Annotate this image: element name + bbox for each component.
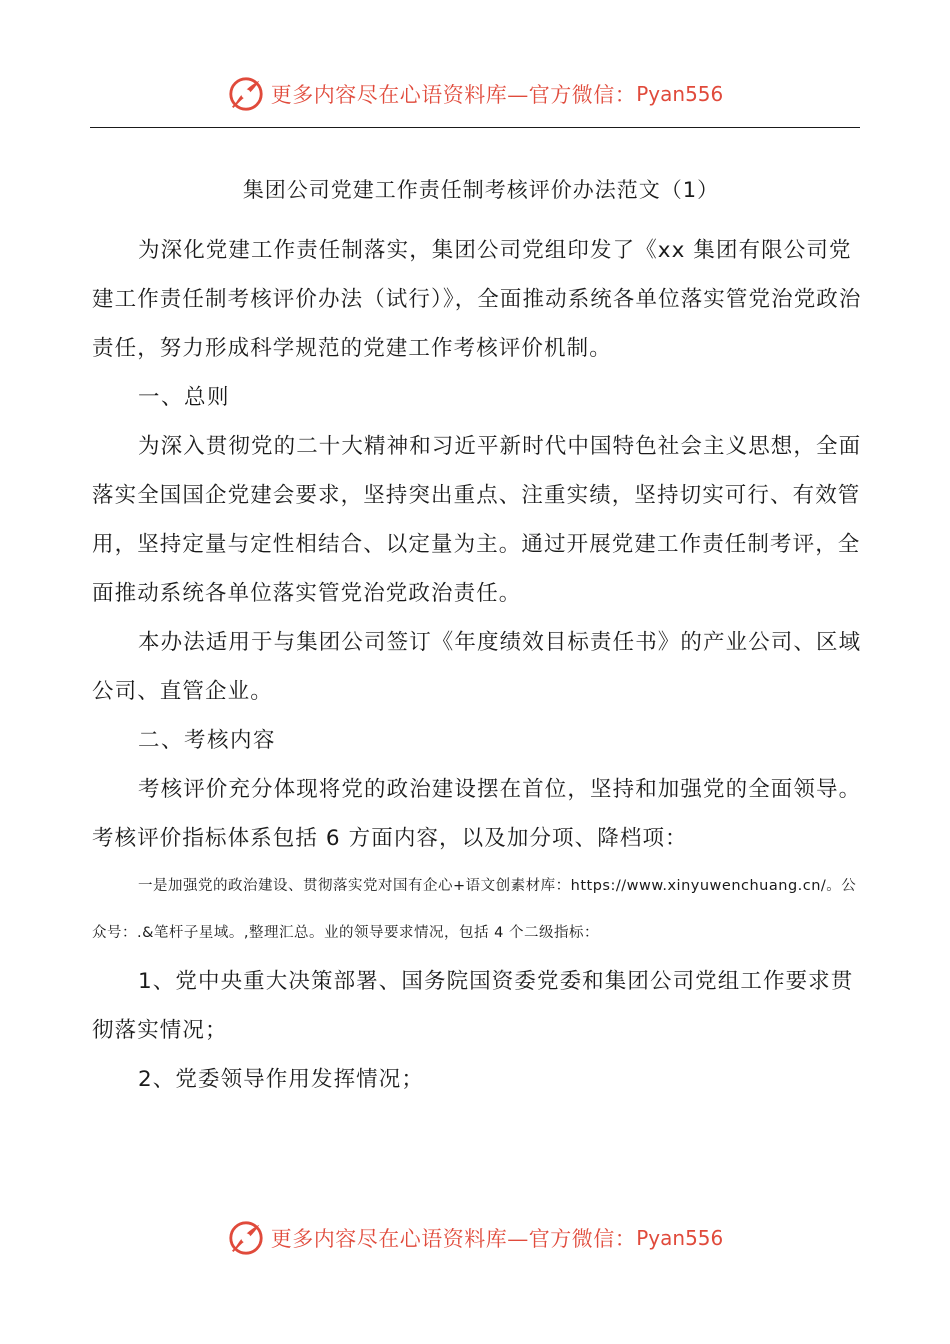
small-note-paragraph: 一是加强党的政治建设、贯彻落实党对国有企心+语文创素材库：https://www.xinyuwenchuang.cn/。公众号：.&笔杆子星域。,整理汇总。业的领导要求情况，包括 4 个二级指标：: [92, 878, 857, 941]
document-body: [92, 176, 870, 1104]
footer-brand-text: 更多内容尽在心语资料库: [270, 1227, 508, 1251]
section-2-paragraph-1: 考核评价充分体现将党的政治建设摆在首位，坚持和加强党的全面领导。考核评价指标体系包括 6 方面内容，以及加分项、降档项：: [92, 777, 862, 851]
section-1-paragraph-2: 本办法适用于与集团公司签订《年度绩效目标责任书》的产业公司、区域公司、直管企业。: [92, 630, 862, 704]
list-item-2: 2、党委领导作用发挥情况；: [138, 1067, 424, 1092]
header-wechat-id: Pyan556: [636, 82, 724, 106]
list-item-1: 1、党中央重大决策部署、国务院国资委党委和集团公司党组工作要求贯彻落实情况；: [92, 969, 854, 1043]
section-1-paragraph-1: 为深入贯彻党的二十大精神和习近平新时代中国特色社会主义思想，全面落实全国国企党建会要求，坚持突出重点、注重实绩，坚持切实可行、有效管用，坚持定量与定性相结合、以定量为主。通过开展党建工作责任制考评，全面推动系统各单位落实管党治党政治责任。: [92, 434, 862, 606]
header-brand-text: 更多内容尽在心语资料库: [270, 83, 508, 107]
intro-paragraph: 为深化党建工作责任制落实，集团公司党组印发了《xx 集团有限公司党建工作责任制考核评价办法（试行）》，全面推动系统各单位落实管党治党政治责任，努力形成科学规范的党建工作考核评价机制。: [92, 238, 862, 361]
header-banner: [0, 72, 950, 116]
section-2-heading: 二、考核内容: [138, 728, 277, 753]
header-official-text: —官方微信：: [507, 83, 637, 107]
footer-official-text: —官方微信：: [507, 1227, 637, 1251]
document-title: 集团公司党建工作责任制考核评价办法范文（1）: [242, 178, 720, 202]
footer-wechat-id: Pyan556: [636, 1226, 724, 1250]
quill-logo-icon: [227, 1219, 265, 1257]
header-divider: [90, 127, 860, 128]
quill-logo-icon: [227, 75, 265, 113]
footer-banner: [0, 1216, 950, 1260]
section-1-heading: 一、总则: [138, 385, 231, 410]
